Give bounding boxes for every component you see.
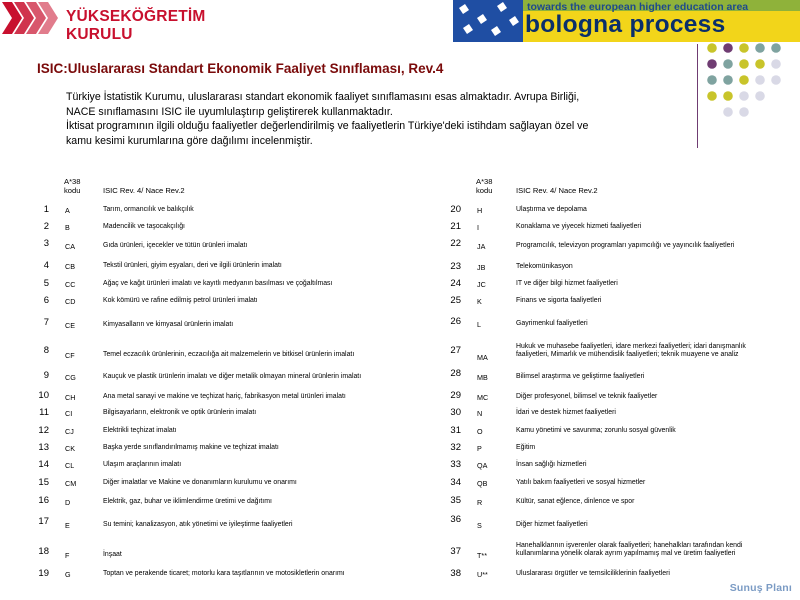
row-description-line: Bilimsel araştırma ve geliştirme faaliyetleri — [516, 373, 645, 380]
row-number: 38 — [450, 568, 461, 579]
table-row — [0, 459, 800, 479]
row-code: CH — [65, 393, 76, 402]
row-description-line: Elektrikli teçhizat imalatı — [103, 427, 177, 434]
row-code: JA — [477, 242, 486, 251]
row-code: CM — [65, 479, 77, 488]
row-description-line: Telekomünikasyon — [516, 263, 573, 270]
row-description-line: IT ve diğer bilgi hizmet faaliyetleri — [516, 280, 618, 287]
decorative-dot — [739, 107, 749, 117]
row-code: K — [477, 297, 482, 306]
row-description-line: kullanımlarına yönelik olarak ayrım yapılmamış mal ve üretim faaliyetleri — [516, 550, 736, 557]
row-code: CK — [65, 444, 75, 453]
row-code: MB — [477, 373, 488, 382]
row-description-line: Gayrimenkul faaliyetleri — [516, 320, 588, 327]
decorative-dot — [771, 107, 781, 117]
row-description-line: Bilgisayarların, elektronik ve optik ürünlerin imalatı — [103, 409, 257, 416]
row-number: 28 — [450, 368, 461, 379]
row-code: F — [65, 551, 70, 560]
row-number: 1 — [43, 204, 49, 215]
decorative-dot — [755, 107, 765, 117]
row-number: 5 — [43, 278, 49, 289]
table-row — [0, 343, 800, 367]
row-description — [516, 521, 588, 529]
row-number: 19 — [38, 568, 49, 579]
row-number: 10 — [38, 390, 49, 401]
row-code: CG — [65, 373, 76, 382]
row-number: 34 — [450, 477, 461, 488]
row-description — [516, 461, 586, 469]
code-header-line: kodu — [64, 186, 81, 195]
decorative-dot — [739, 59, 749, 69]
row-description-line: Eğitim — [516, 444, 536, 451]
row-code: MC — [477, 393, 489, 402]
logo-wordmark: YÜKSEKÖĞRETİM KURULU — [66, 8, 206, 43]
row-code: CJ — [65, 427, 74, 436]
row-description — [516, 242, 734, 250]
row-description — [516, 206, 587, 214]
row-code: I — [477, 223, 479, 232]
decorative-dot — [707, 59, 717, 69]
row-code: S — [477, 521, 482, 530]
row-description — [516, 393, 657, 401]
row-description-line: Tarım, ormancılık ve balıkçılık — [103, 206, 194, 213]
decorative-dot — [707, 107, 717, 117]
row-number: 25 — [450, 295, 461, 306]
row-number: 36 — [450, 514, 461, 525]
decorative-dot — [771, 59, 781, 69]
intro-line: Türkiye İstatistik Kurumu, uluslararası standart ekonomik faaliyet sınıflamasını esas almaktadır. Avrupa Birliği, — [66, 91, 580, 103]
table-row — [0, 407, 800, 427]
sunus-plani-link[interactable]: Sunuş Planı — [729, 582, 792, 594]
row-description — [516, 444, 535, 452]
table-row — [0, 516, 800, 536]
table-row — [0, 295, 800, 315]
divider-line — [697, 44, 698, 148]
bologna-banner — [453, 0, 800, 42]
row-description-line: Diğer hizmet faaliyetleri — [516, 521, 588, 528]
row-description-line: İdari ve destek hizmet faaliyetleri — [516, 409, 616, 416]
table-row — [0, 477, 800, 497]
row-number: 3 — [43, 238, 49, 249]
row-description-line: Programcılık, televizyon programları yapımcılığı ve yayıncılık faaliyetleri — [516, 242, 735, 249]
code-header-line: A*38 — [476, 177, 493, 186]
decorative-dot — [755, 59, 765, 69]
row-number: 23 — [450, 261, 461, 272]
decorative-dot — [755, 43, 765, 53]
row-code: A — [65, 206, 70, 215]
row-number: 2 — [43, 221, 49, 232]
row-number: 31 — [450, 425, 461, 436]
row-number: 22 — [450, 238, 461, 249]
row-description-line: Diğer imalatlar ve Makine ve donanımların kurulumu ve onarımı — [103, 479, 297, 486]
row-description — [516, 479, 645, 487]
row-code: QB — [477, 479, 488, 488]
decorative-dot — [739, 91, 749, 101]
row-description-line: Finans ve sigorta faaliyetleri — [516, 297, 602, 304]
row-description — [516, 263, 573, 271]
row-description — [516, 373, 644, 381]
decorative-dot — [723, 107, 733, 117]
row-description — [516, 427, 676, 435]
row-description-line: Yatılı bakım faaliyetleri ve sosyal hizmetler — [516, 479, 646, 486]
row-code: JC — [477, 280, 486, 289]
row-description-line: Kimyasalların ve kimyasal ürünlerin imalatı — [103, 321, 234, 328]
row-description — [516, 570, 670, 578]
decorative-dot — [755, 75, 765, 85]
row-description-line: Uluslararası örgütler ve temsilciliklerinin faaliyetleri — [516, 570, 670, 577]
decorative-dot — [723, 75, 733, 85]
row-description-line: Gıda ürünleri, içecekler ve tütün ürünleri imalatı — [103, 242, 248, 249]
row-number: 15 — [38, 477, 49, 488]
row-code: QA — [477, 461, 488, 470]
row-code: D — [65, 498, 71, 507]
bologna-subtitle: towards the european higher education area — [527, 1, 749, 13]
table-row — [0, 221, 800, 241]
table-row — [0, 240, 800, 260]
row-code: CL — [65, 461, 75, 470]
decorative-dot — [739, 43, 749, 53]
row-code: G — [65, 570, 71, 579]
row-description-line: Toptan ve perakende ticaret; motorlu kara taşıtlarının ve motosikletlerin onarımı — [103, 570, 345, 577]
table-row — [0, 568, 800, 588]
row-code: U** — [477, 570, 488, 579]
row-description — [516, 498, 634, 506]
row-description-line: Başka yerde sınıflandırılmamış makine ve teçhizat imalatı — [103, 444, 279, 451]
row-description-line: Tekstil ürünleri, giyim eşyaları, deri ve ilgili ürünlerin imalatı — [103, 262, 282, 269]
decorative-dot — [755, 91, 765, 101]
row-code: H — [477, 206, 483, 215]
row-number: 37 — [450, 546, 461, 557]
decorative-dot — [707, 75, 717, 85]
row-description — [516, 280, 618, 288]
row-description-line: Hukuk ve muhasebe faaliyetleri, idare merkezi faaliyetleri; idari danışmanlık — [516, 343, 746, 350]
row-code: CF — [65, 351, 75, 360]
row-code: MA — [477, 353, 488, 362]
row-number: 16 — [38, 495, 49, 506]
row-number: 12 — [38, 425, 49, 436]
row-code: T** — [477, 551, 487, 560]
row-number: 33 — [450, 459, 461, 470]
row-code: L — [477, 320, 481, 329]
decorative-dot — [723, 59, 733, 69]
row-number: 4 — [43, 260, 49, 271]
row-description-line: Hanehalklarının işverenler olarak faaliyetleri; hanehalkları tarafından kendi — [516, 542, 743, 549]
decorative-dot — [739, 75, 749, 85]
row-code: JB — [477, 263, 486, 272]
row-description — [516, 343, 746, 359]
row-number: 24 — [450, 278, 461, 289]
row-number: 9 — [43, 370, 49, 381]
row-number: 20 — [450, 204, 461, 215]
row-description-line: Madencilik ve taşocakçılığı — [103, 223, 185, 230]
row-description — [516, 409, 616, 417]
row-number: 18 — [38, 546, 49, 557]
decorative-dot — [707, 43, 717, 53]
table-row — [0, 370, 800, 390]
left-code-header — [64, 177, 80, 195]
row-code: R — [477, 498, 483, 507]
row-description — [516, 320, 588, 328]
row-number: 30 — [450, 407, 461, 418]
row-code: CI — [65, 409, 73, 418]
bologna-title: bologna process — [525, 11, 726, 38]
row-code: CA — [65, 242, 75, 251]
table-row — [0, 542, 800, 566]
code-header-line: A*38 — [64, 177, 81, 186]
yok-logo — [0, 0, 240, 43]
row-description-line: Kültür, sanat eğlence, dinlence ve spor — [516, 498, 635, 505]
row-description-line: faaliyetleri, Mimarlık ve mühendislik faaliyetleri; teknik muayene ve analiz — [516, 351, 739, 358]
row-description-line: Temel eczacılık ürünlerinin, eczacılığa ait malzemelerin ve bitkisel ürünlerin imalatı — [103, 351, 355, 358]
right-code-header — [476, 177, 492, 195]
row-description-line: Ulaşım araçlarının imalatı — [103, 461, 182, 468]
row-description-line: Kamu yönetimi ve savunma; zorunlu sosyal güvenlik — [516, 427, 676, 434]
intro-line: kamu kesimi kurumlarına göre dağılımı incelenmiştir. — [66, 134, 313, 147]
left-desc-header: ISIC Rev. 4/ Nace Rev.2 — [103, 186, 185, 195]
intro-paragraph — [66, 90, 691, 148]
decorative-dot — [707, 91, 717, 101]
row-code: E — [65, 521, 70, 530]
intro-line: NACE sınıflamasını ISIC ile uyumlulaştırıp geliştirerek kullanmaktadır. — [66, 105, 393, 118]
row-description — [516, 223, 641, 231]
row-description-line: Ulaştırma ve depolama — [516, 206, 587, 213]
table-row — [0, 318, 800, 338]
row-code: CD — [65, 297, 76, 306]
row-code: B — [65, 223, 70, 232]
row-description-line: İnsan sağlığı hizmetleri — [516, 461, 587, 468]
row-number: 8 — [43, 345, 49, 356]
row-code: P — [477, 444, 482, 453]
row-number: 6 — [43, 295, 49, 306]
row-code: N — [477, 409, 483, 418]
row-description-line: Kauçuk ve plastik ürünlerin imalatı ve diğer metalik olmayan mineral ürünlerin imalatı — [103, 373, 362, 380]
row-number: 32 — [450, 442, 461, 453]
row-number: 11 — [39, 407, 49, 418]
row-number: 29 — [450, 390, 461, 401]
row-number: 14 — [38, 459, 49, 470]
decorative-dot — [771, 91, 781, 101]
code-header-line: kodu — [476, 186, 493, 195]
row-description-line: Kok kömürü ve rafine edilmiş petrol ürünleri imalatı — [103, 297, 258, 304]
row-number: 17 — [38, 516, 49, 527]
row-code: CC — [65, 280, 76, 289]
row-description-line: Ana metal sanayi ve makine ve teçhizat hariç, fabrikasyon metal ürünleri imalatı — [103, 393, 346, 400]
row-code: O — [477, 427, 483, 436]
row-description-line: Konaklama ve yiyecek hizmeti faaliyetleri — [516, 223, 642, 230]
decorative-dots-icon — [706, 42, 800, 132]
right-desc-header: ISIC Rev. 4/ Nace Rev.2 — [516, 186, 598, 195]
yok-emblem-icon — [0, 0, 64, 36]
row-description-line: İnşaat — [103, 551, 122, 558]
row-description-line: Su temini; kanalizasyon, atık yönetimi ve iyileştirme faaliyetleri — [103, 521, 293, 528]
decorative-dot — [723, 91, 733, 101]
row-number: 26 — [450, 316, 461, 327]
table-row — [0, 495, 800, 515]
row-code: CB — [65, 262, 75, 271]
row-number: 13 — [38, 442, 49, 453]
decorative-dot — [771, 43, 781, 53]
row-description — [516, 542, 742, 558]
row-number: 21 — [450, 221, 461, 232]
decorative-dot — [771, 75, 781, 85]
row-number: 27 — [450, 345, 461, 356]
page-title: ISIC:Uluslararası Standart Ekonomik Faaliyet Sınıflaması, Rev.4 — [37, 61, 444, 76]
decorative-dot — [723, 43, 733, 53]
intro-line: İktisat programının ilgili olduğu faaliyetler değerlendirilmiş ve faaliyetlerin Türkiye'deki istihdam sağlayan özel ve — [66, 120, 589, 133]
row-description-line: Ağaç ve kağıt ürünleri imalatı ve kayıtlı medyanın basılması ve çoğaltılması — [103, 280, 333, 287]
row-description — [516, 297, 601, 305]
row-description-line: Diğer profesyonel, bilimsel ve teknik faaliyetler — [516, 393, 658, 400]
row-number: 35 — [450, 495, 461, 506]
row-number: 7 — [43, 317, 49, 328]
row-description-line: Elektrik, gaz, buhar ve iklimlendirme üretimi ve dağıtımı — [103, 498, 272, 505]
row-code: CE — [65, 321, 75, 330]
